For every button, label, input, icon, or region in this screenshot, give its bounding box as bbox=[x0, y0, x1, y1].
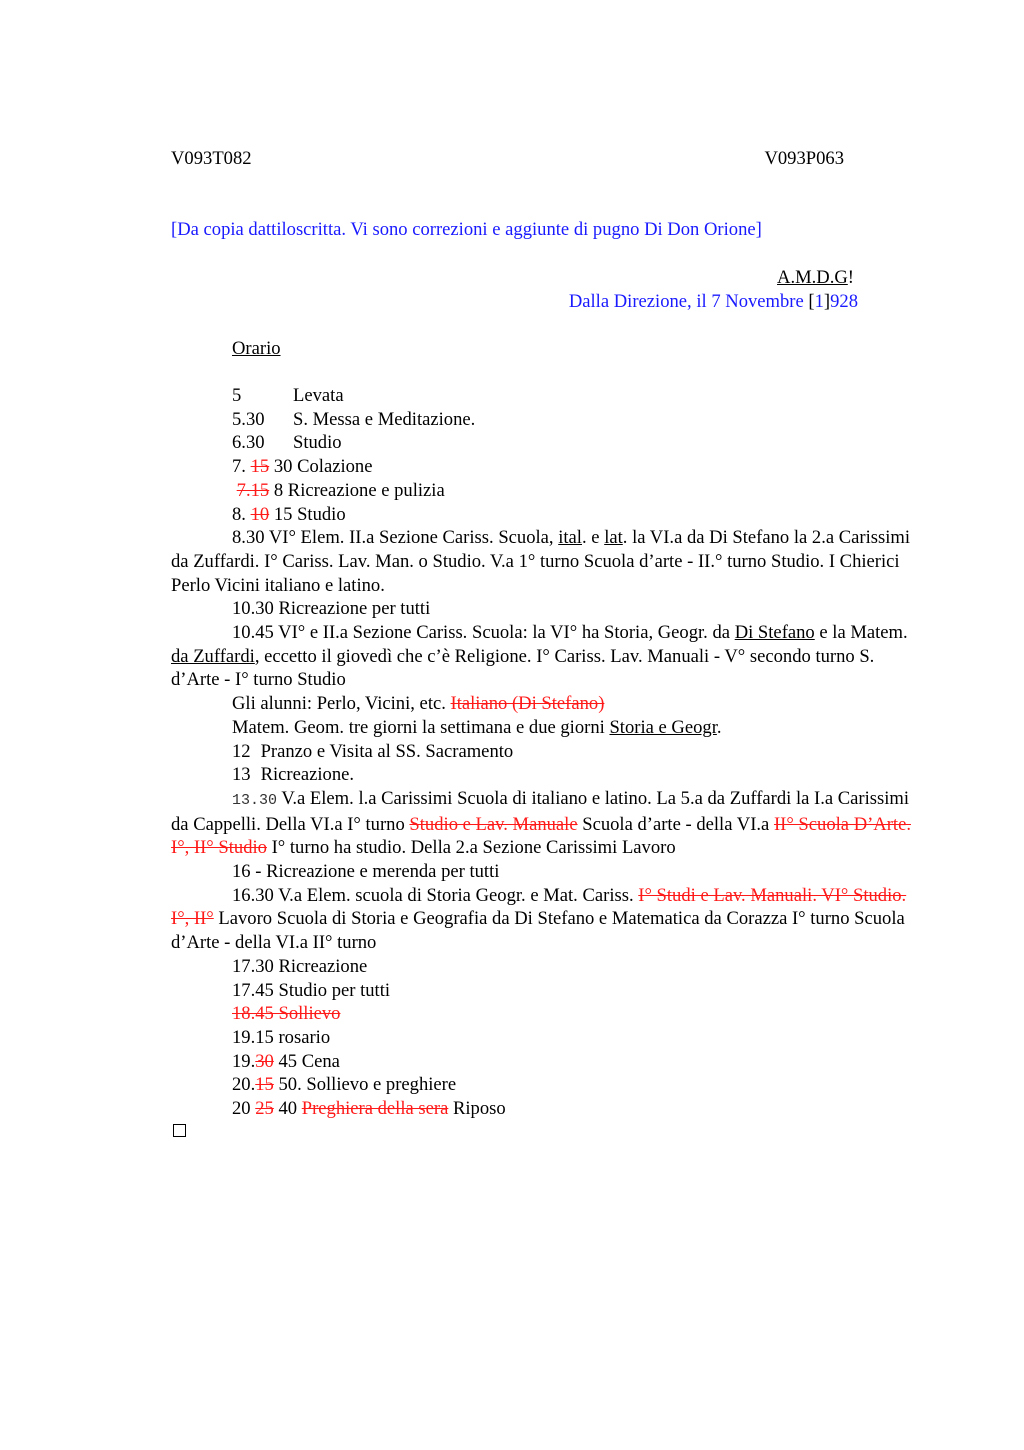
schedule-row bbox=[171, 740, 923, 764]
text-run: 10.45 VI° e II.a Sezione Cariss. Scuola: la VI° ha Storia, Geogr. da bbox=[232, 622, 735, 644]
schedule-row bbox=[171, 1097, 923, 1121]
underlined-text: ital bbox=[558, 527, 582, 549]
row-label: 30 Colazione bbox=[269, 456, 373, 478]
row-label: S. Messa e Meditazione. bbox=[293, 408, 476, 430]
schedule-row bbox=[171, 479, 923, 503]
deleted-text: 15 bbox=[250, 456, 270, 478]
row-time: 13.30 bbox=[232, 791, 278, 809]
schedule-row: 17.45 Studio per tutti bbox=[232, 979, 391, 1001]
deleted-text: 15 bbox=[255, 1074, 274, 1096]
deleted-text: 30 bbox=[255, 1050, 274, 1072]
schedule-body bbox=[171, 384, 923, 1121]
schedule-row bbox=[171, 431, 923, 455]
row-label: Riposo bbox=[448, 1098, 506, 1120]
text-run: I° turno ha studio. Della 2.a Sezione Carissimi Lavoro bbox=[266, 837, 676, 859]
dateline-bracket-close: ] bbox=[823, 291, 831, 312]
dateline-bracket-open: [ bbox=[808, 291, 815, 312]
row-label: Levata bbox=[293, 385, 344, 406]
deleted-text: I° Studi e Lav. Manuali. VI° Studio. I°, II° bbox=[171, 884, 907, 930]
text-run: Matem. Geom. tre giorni la settimana e due giorni bbox=[232, 716, 610, 738]
schedule-row bbox=[171, 1002, 923, 1026]
text-run: . e bbox=[581, 527, 605, 549]
row-time: 20 bbox=[232, 1098, 256, 1120]
amdg-suffix: ! bbox=[847, 267, 854, 288]
row-time: 5.30 bbox=[232, 408, 265, 430]
dateline-text: Dalla Direzione, il 7 Novembre bbox=[568, 291, 809, 312]
row-label: 8 Ricreazione e pulizia bbox=[269, 479, 445, 501]
row-time: 8. bbox=[232, 503, 251, 525]
schedule-row: 10.30 Ricreazione per tutti bbox=[232, 598, 431, 620]
row-time: 19. bbox=[232, 1050, 256, 1072]
schedule-row: 16 - Ricreazione e merenda per tutti bbox=[232, 861, 500, 883]
row-label: 50. Sollievo e preghiere bbox=[273, 1074, 457, 1096]
document-title: Orario bbox=[232, 338, 281, 359]
deleted-text: Studio e Lav. Manuale bbox=[409, 813, 578, 835]
text-run: Lavoro Scuola di Storia e Geografia da Di Stefano e Matematica da Corazza I° turno Scuola d’Arte - della VI.a II° turno bbox=[171, 908, 905, 954]
row-time: 6.30 bbox=[232, 432, 265, 454]
deleted-text: 18.45 Sollievo bbox=[232, 1003, 341, 1025]
row-time: 13 bbox=[232, 764, 251, 786]
schedule-row bbox=[171, 408, 923, 432]
text-run: V.a Elem. l.a Carissimi Scuola di italiano e latino. La 5.a da Zuffardi la I.a Carissimi da Cappelli. Della VI.a I° turno bbox=[171, 787, 910, 835]
schedule-paragraph-1630 bbox=[171, 884, 923, 955]
row-time: 5 bbox=[232, 385, 242, 406]
row-time: 20. bbox=[232, 1074, 256, 1096]
volume-code-right: V093P063 bbox=[764, 148, 844, 169]
schedule-row bbox=[171, 1073, 923, 1097]
text-run: , eccetto il giovedì che c’è Religione. I° Cariss. Lav. Manuali - V° secondo turno S. d’Arte - I° turno Studio bbox=[171, 645, 875, 691]
text-run: 8.30 VI° Elem. II.a Sezione Cariss. Scuola, bbox=[232, 527, 559, 549]
row-label: 45 Cena bbox=[273, 1050, 340, 1072]
row-time: 12 bbox=[232, 740, 251, 762]
end-box-icon bbox=[173, 1124, 186, 1137]
document-header bbox=[171, 147, 844, 171]
text-run: . bbox=[716, 716, 722, 738]
row-label: Ricreazione. bbox=[260, 764, 355, 786]
schedule-row bbox=[171, 763, 923, 787]
text-run: e la Matem. bbox=[814, 622, 908, 644]
schedule-paragraph-1045 bbox=[171, 621, 923, 692]
schedule-row bbox=[171, 1050, 923, 1074]
underlined-text: lat bbox=[604, 527, 623, 549]
deleted-text: II° Scuola D’Arte. I°, II° Studio bbox=[171, 813, 911, 859]
dateline-year: 928 bbox=[830, 291, 858, 312]
schedule-row: 19.15 rosario bbox=[232, 1026, 331, 1048]
schedule-row bbox=[171, 692, 923, 716]
schedule-row bbox=[171, 455, 923, 479]
amdg-heading bbox=[777, 266, 854, 290]
dateline-inserted-digit: 1 bbox=[814, 291, 824, 312]
text-run: 16.30 V.a Elem. scuola di Storia Geogr. e Mat. Cariss. bbox=[232, 884, 639, 906]
deleted-text: 10 bbox=[250, 503, 270, 525]
row-time: 7. bbox=[232, 456, 251, 478]
row-label: Studio bbox=[293, 432, 342, 454]
underlined-text: da Zuffardi bbox=[171, 645, 255, 667]
amdg-text: A.M.D.G bbox=[777, 267, 848, 288]
schedule-row bbox=[171, 716, 923, 740]
row-label: Pranzo e Visita al SS. Sacramento bbox=[260, 740, 514, 762]
schedule-paragraph-830 bbox=[171, 526, 923, 597]
deleted-text: Italiano (Di Stefano) bbox=[450, 693, 605, 715]
deleted-text: 7.15 bbox=[236, 479, 270, 501]
deleted-text: Preghiera della sera bbox=[301, 1098, 449, 1120]
text-run: Gli alunni: Perlo, Vicini, etc. bbox=[232, 693, 451, 715]
volume-code-left: V093T082 bbox=[171, 148, 252, 169]
text-run: Scuola d’arte - della VI.a bbox=[577, 813, 774, 835]
schedule-row bbox=[171, 503, 923, 527]
editor-note: [Da copia dattiloscritta. Vi sono correzioni e aggiunte di pugno Di Don Orione] bbox=[171, 219, 762, 240]
text-run: . la VI.a da Di Stefano la 2.a Carissimi da Zuffardi. I° Cariss. Lav. Man. o Studio. V.a 1° turno Scuola d’arte - II.° turno Studio. I Chierici Perlo Vicini italiano e latino. bbox=[171, 527, 911, 596]
dateline bbox=[569, 290, 858, 314]
underlined-text: Storia e Geogr bbox=[609, 716, 717, 738]
row-label: 15 Studio bbox=[269, 503, 346, 525]
schedule-paragraph-1330 bbox=[171, 787, 923, 860]
underlined-text: Di Stefano bbox=[734, 622, 815, 644]
schedule-row: 17.30 Ricreazione bbox=[232, 955, 368, 977]
deleted-text: 25 bbox=[255, 1098, 274, 1120]
schedule-row bbox=[171, 384, 923, 408]
text-run: 40 bbox=[273, 1098, 302, 1120]
